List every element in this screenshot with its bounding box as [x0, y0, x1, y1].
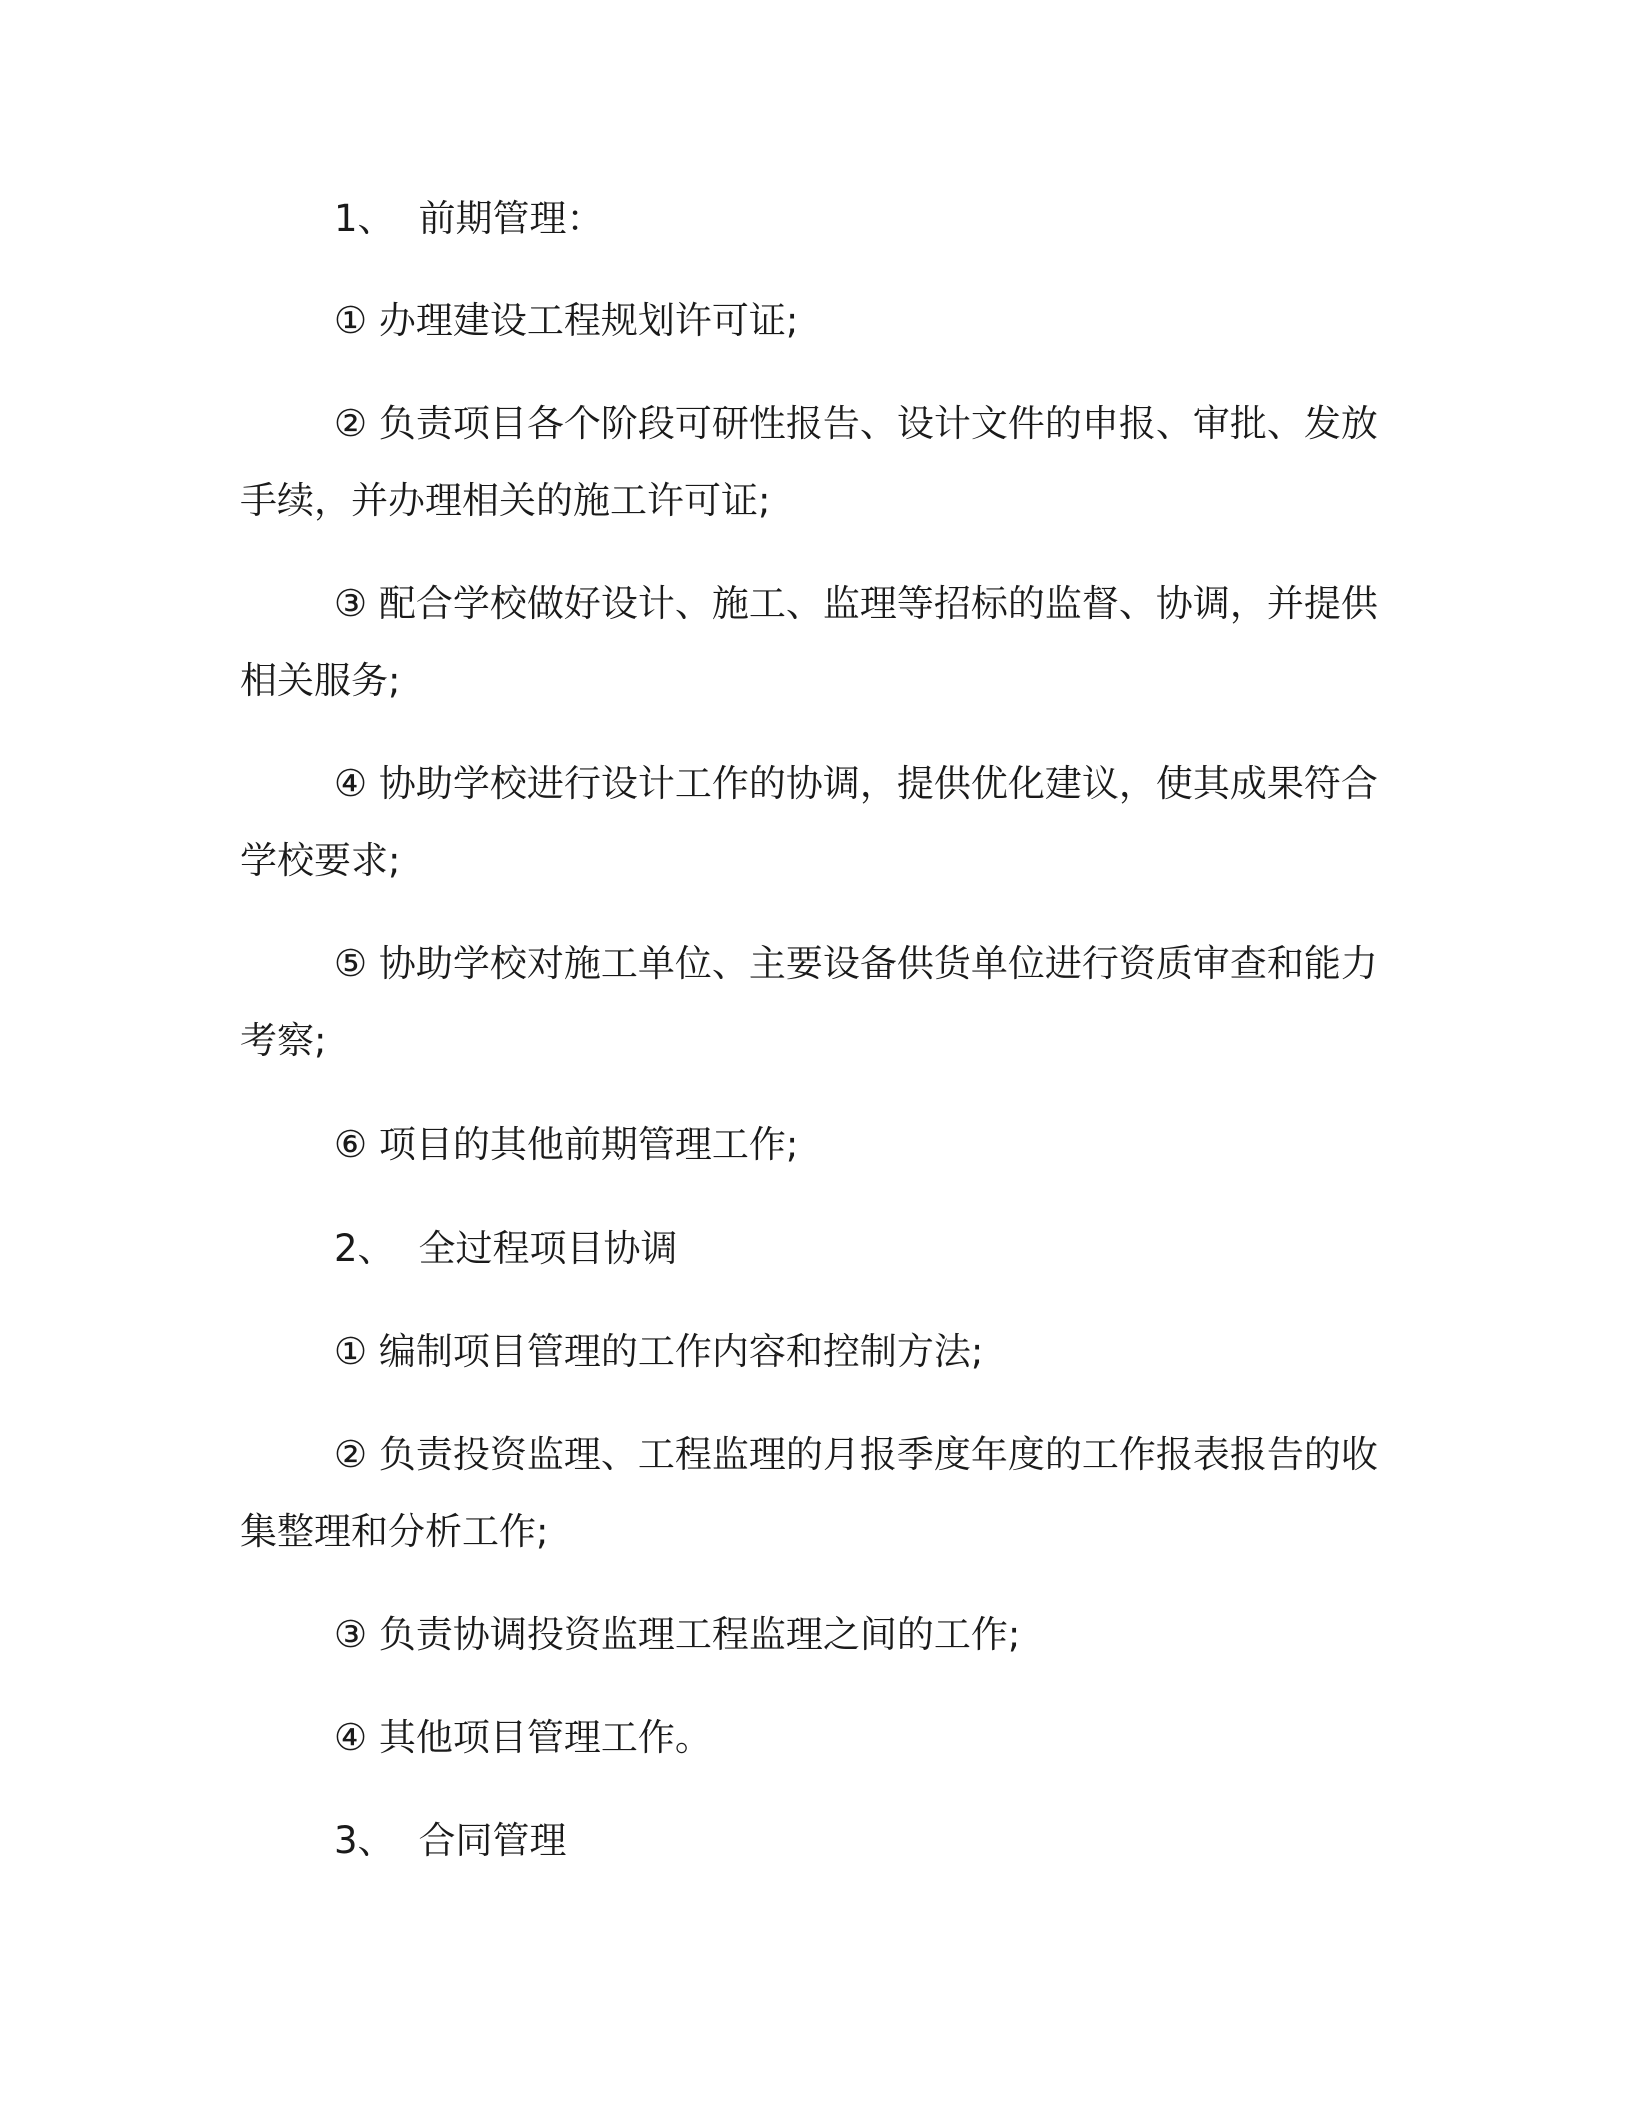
section-number: 2、: [334, 1227, 395, 1270]
section-number: 1、: [334, 197, 395, 240]
list-item: ① 办理建设工程规划许可证;: [334, 299, 799, 342]
list-item: ③ 负责协调投资监理工程监理之间的工作;: [334, 1613, 1021, 1656]
list-item: ② 负责项目各个阶段可研性报告、设计文件的申报、审批、发放手续，并办理相关的施工许可证;: [240, 402, 1378, 522]
list-item: ④ 其他项目管理工作。: [334, 1716, 712, 1759]
list-item: ⑤ 协助学校对施工单位、主要设备供货单位进行资质审查和能力考察;: [240, 942, 1378, 1062]
section-title: 前期管理：: [418, 197, 604, 240]
list-item: ⑥ 项目的其他前期管理工作;: [334, 1123, 799, 1166]
section-title: 合同管理: [418, 1819, 567, 1862]
list-item: ② 负责投资监理、工程监理的月报季度年度的工作报表报告的收集整理和分析工作;: [240, 1433, 1378, 1553]
section-heading: [240, 1210, 1380, 1287]
section-heading: [240, 1802, 1380, 1879]
list-item: ③ 配合学校做好设计、施工、监理等招标的监督、协调，并提供相关服务;: [240, 582, 1378, 702]
section-number: 3、: [334, 1819, 395, 1862]
section-heading: [240, 180, 1380, 257]
list-item: ① 编制项目管理的工作内容和控制方法;: [334, 1330, 984, 1373]
section-title: 全过程项目协调: [418, 1227, 678, 1270]
list-item: ④ 协助学校进行设计工作的协调，提供优化建议，使其成果符合学校要求;: [240, 762, 1378, 882]
